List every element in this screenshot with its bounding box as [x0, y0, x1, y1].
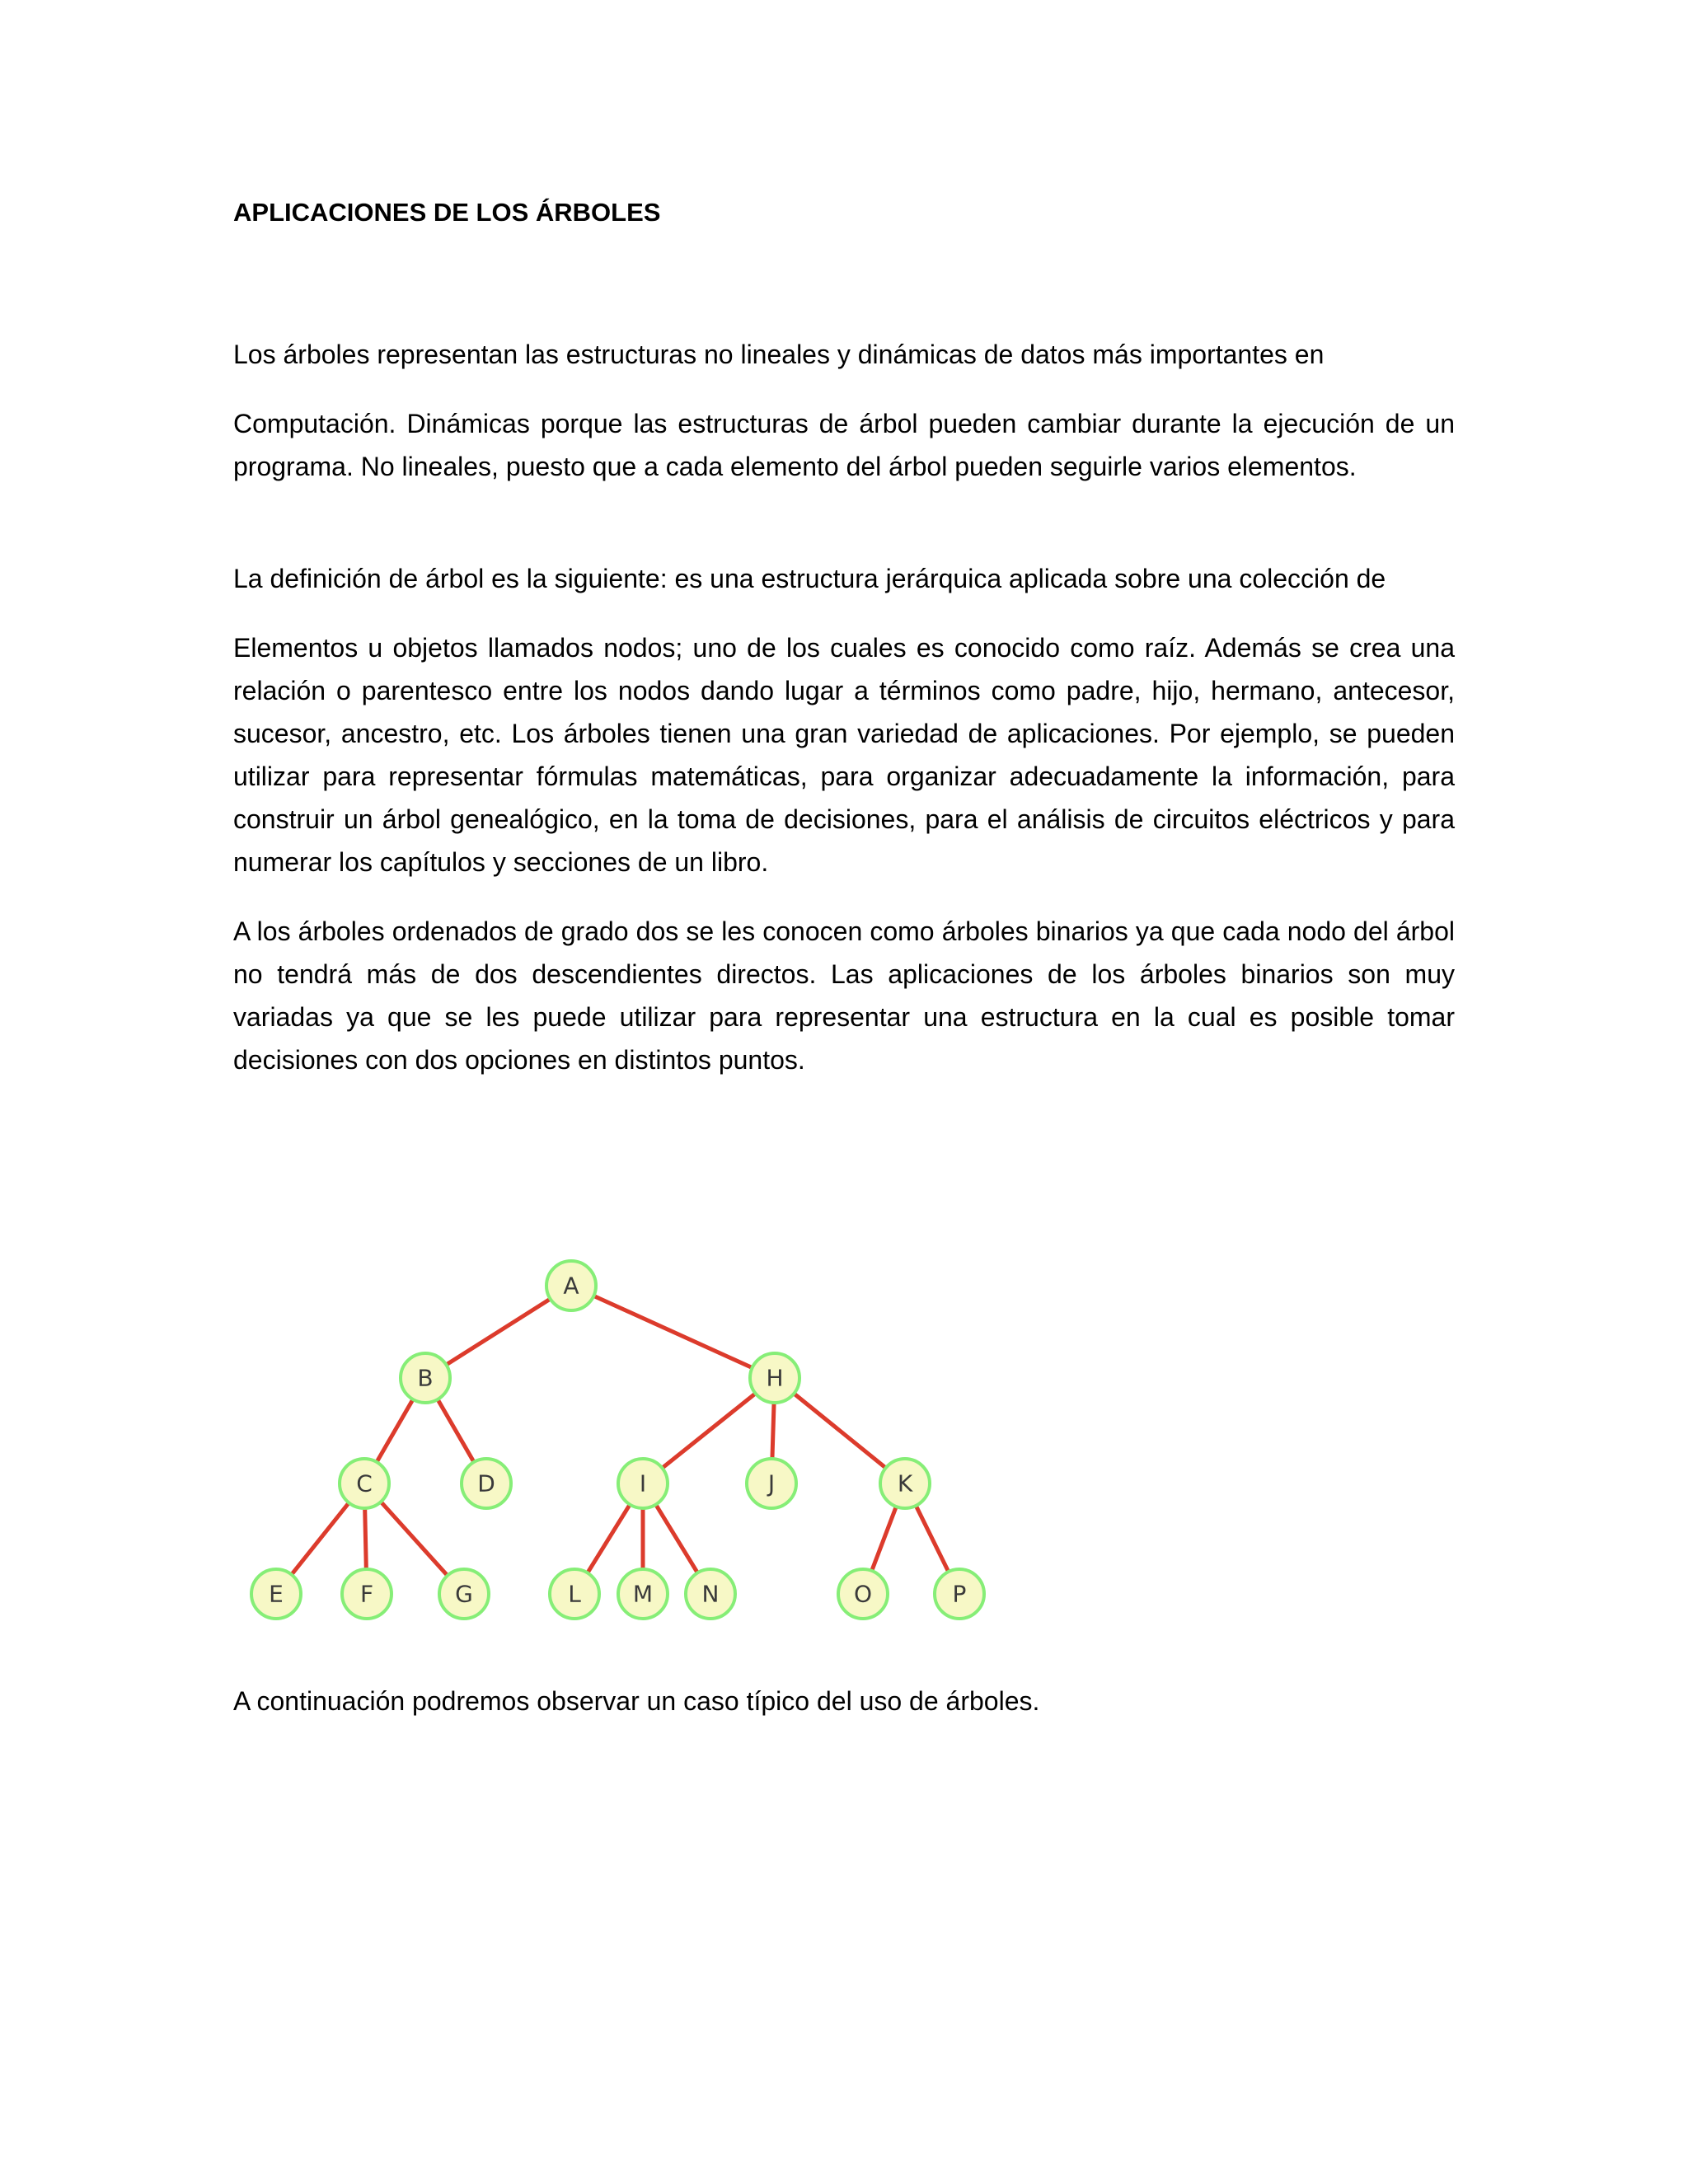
tree-node-d [462, 1459, 511, 1508]
tree-node-l [550, 1569, 599, 1619]
paragraph-4: Elementos u objetos llamados nodos; uno de los cuales es conocido como raíz. Además se crea una relación o parentesco entre los nodos dando lugar a términos como padre, hijo, hermano, antecesor, sucesor, ancestro, etc. Los árboles tienen una gran variedad de aplicaciones. Por ejemplo, se pueden utilizar para representar fórmulas matemáticas, para organizar adecuadamente la información, para construir un árbol genealógico, en la toma de decisiones, para el análisis de circuitos eléctricos y para numerar los capítulos y secciones de un libro. [233, 633, 1455, 877]
tree-node-label: L [568, 1580, 581, 1608]
tree-node-i [618, 1459, 668, 1508]
tree-node-m [618, 1569, 668, 1619]
tree-node-label: E [269, 1580, 284, 1608]
tree-node-label: A [563, 1272, 579, 1300]
paragraph-2: Computación. Dinámicas porque las estructuras de árbol pueden cambiar durante la ejecución de un programa. No lineales, puesto que a cada elemento del árbol pueden seguirle varios elementos. [233, 409, 1455, 481]
paragraph-1: Los árboles representan las estructuras no lineales y dinámicas de datos más importantes en [233, 340, 1325, 369]
tree-node-g [439, 1569, 489, 1619]
tree-node-label: O [853, 1580, 873, 1608]
document-title: APLICACIONES DE LOS ÁRBOLES [233, 198, 661, 227]
tree-node-c [340, 1459, 389, 1508]
tree-node-label: I [639, 1469, 647, 1497]
paragraph-3: La definición de árbol es la siguiente: es una estructura jerárquica aplicada sobre una colección de [233, 564, 1386, 593]
tree-edges [276, 1286, 959, 1594]
tree-node-h [750, 1353, 799, 1403]
tree-node-label: C [356, 1469, 373, 1497]
tree-node-n [686, 1569, 735, 1619]
tree-node-label: K [897, 1469, 913, 1497]
tree-node-a [546, 1261, 596, 1310]
tree-node-label: F [359, 1580, 374, 1608]
paragraph-5: A los árboles ordenados de grado dos se les conocen como árboles binarios ya que cada nodo del árbol no tendrá más de dos descendientes directos. Las aplicaciones de los árboles binarios son muy variadas ya que se les puede utilizar para representar una estructura en la cual es posible tomar decisiones con dos opciones en distintos puntos. [233, 916, 1455, 1075]
tree-diagram-svg [239, 1253, 1014, 1640]
tree-node-label: G [455, 1580, 473, 1608]
tree-node-label: B [417, 1364, 434, 1392]
tree-edge-a-h [571, 1286, 775, 1378]
tree-diagram [239, 1253, 1014, 1640]
tree-node-f [342, 1569, 392, 1619]
tree-node-label: M [632, 1580, 654, 1608]
tree-node-k [880, 1459, 930, 1508]
tree-node-label: P [952, 1580, 967, 1608]
tree-node-o [838, 1569, 888, 1619]
tree-node-label: H [766, 1364, 784, 1392]
tree-node-label: J [767, 1469, 776, 1497]
tree-node-p [935, 1569, 984, 1619]
tree-node-label: N [701, 1580, 720, 1608]
tree-node-j [747, 1459, 796, 1508]
paragraph-6: A continuación podremos observar un caso típico del uso de árboles. [233, 1686, 1040, 1716]
tree-node-b [401, 1353, 450, 1403]
tree-node-e [251, 1569, 301, 1619]
tree-node-label: D [477, 1469, 495, 1497]
